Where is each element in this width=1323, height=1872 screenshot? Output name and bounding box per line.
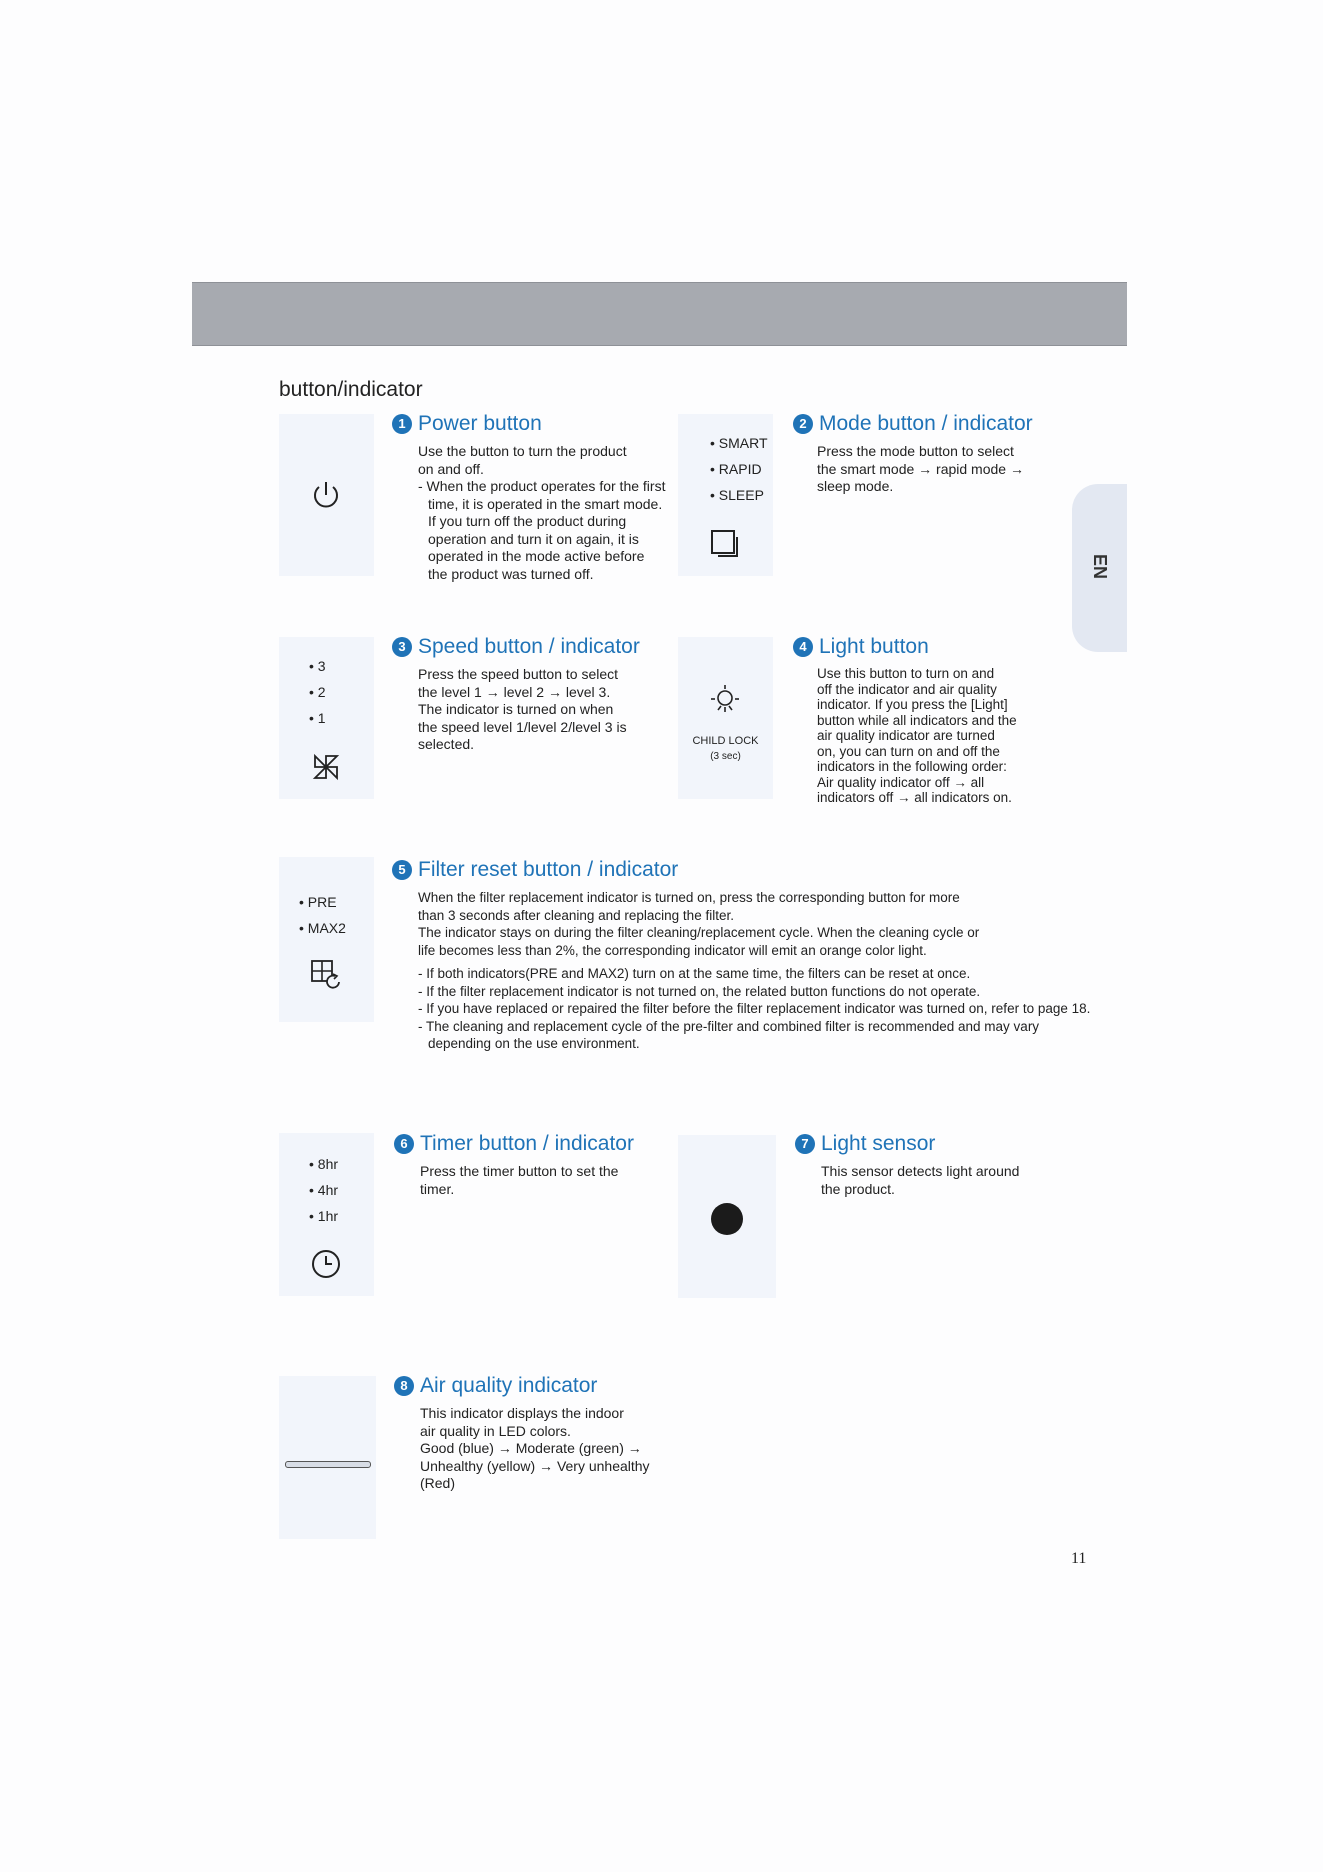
item-title xyxy=(394,1373,684,1399)
text-line: than 3 seconds after cleaning and replacing the filter. xyxy=(418,907,734,923)
language-tab-label: EN xyxy=(1090,553,1110,579)
text-line: on, you can turn on and off the xyxy=(817,743,1000,759)
number-badge: 7 xyxy=(795,1134,815,1154)
text-line: the smart mode → rapid mode → xyxy=(817,460,1024,477)
indicator-sleep: • SLEEP xyxy=(710,482,768,508)
item-title xyxy=(793,411,1058,437)
item-mode xyxy=(793,411,1058,496)
language-tab[interactable] xyxy=(1072,484,1127,652)
text-line: selected. xyxy=(418,736,475,752)
item-title xyxy=(793,634,1063,660)
indicator-speed-1: • 1 xyxy=(309,705,326,731)
note-line: - When the product operates for the first time, it is operated in the smart mode. If you turn off the product during operation and turn it on again, it is operated in the mode active before the product was turned off. xyxy=(418,478,666,582)
text-line: Use this button to turn on and xyxy=(817,666,995,681)
indicator-smart: • SMART xyxy=(710,430,768,456)
text-line: the speed level 1/level 2/level 3 is xyxy=(418,718,627,735)
item-power xyxy=(392,411,667,583)
power-icon-panel xyxy=(279,414,374,576)
title-text: Air quality indicator xyxy=(420,1374,598,1397)
item-timer xyxy=(394,1131,664,1198)
title-text: Filter reset button / indicator xyxy=(418,858,679,881)
item-speed xyxy=(392,634,672,754)
number-badge: 4 xyxy=(793,637,813,657)
speed-icon-panel xyxy=(279,637,374,799)
title-text: Light sensor xyxy=(821,1132,936,1155)
text-line: button while all indicators and the xyxy=(817,712,1017,728)
text-line: Press the speed button to select xyxy=(418,666,619,682)
power-icon xyxy=(309,478,343,512)
air-quality-icon-panel xyxy=(279,1376,376,1539)
text-line: timer. xyxy=(420,1180,455,1197)
number-badge: 5 xyxy=(392,860,412,880)
text-line: Use the button to turn the product xyxy=(418,443,627,459)
text-line: This indicator displays the indoor xyxy=(420,1405,624,1421)
title-text: Speed button / indicator xyxy=(418,635,640,658)
indicator-8hr: • 8hr xyxy=(309,1151,338,1177)
note-line: - If you have replaced or repaired the filter before the filter replacement indicator was turned on, refer to page 18. xyxy=(418,1001,1091,1016)
text-line: Press the mode button to select xyxy=(817,443,1014,459)
item-title xyxy=(392,411,667,437)
text-line: indicator. If you press the [Light] xyxy=(817,697,1008,712)
text-line: off the indicator and air quality xyxy=(817,681,997,697)
number-badge: 2 xyxy=(793,414,813,434)
item-filter-reset xyxy=(392,857,1092,1053)
title-text: Light button xyxy=(819,635,929,658)
header-bar xyxy=(192,282,1127,346)
note-line: - The cleaning and replacement cycle of the pre-filter and combined filter is recommended and may vary depending on the use environment. xyxy=(418,1018,1040,1051)
filter-icon-panel xyxy=(279,857,374,1022)
note-line: - If the filter replacement indicator is not turned on, the related button functions do not operate. xyxy=(418,983,981,999)
text-line: on and off. xyxy=(418,460,484,477)
timer-icon-panel xyxy=(279,1133,374,1296)
item-light-sensor xyxy=(795,1131,1065,1198)
item-title xyxy=(394,1131,664,1157)
number-badge: 1 xyxy=(392,414,412,434)
indicator-pre: • PRE xyxy=(299,889,346,915)
text-line: Good (blue) → Moderate (green) → xyxy=(420,1440,642,1456)
text-line: (Red) xyxy=(420,1475,456,1491)
sensor-icon-panel xyxy=(678,1135,776,1298)
text-line: Air quality indicator off → all xyxy=(817,774,985,790)
text-line: the level 1 → level 2 → level 3. xyxy=(418,683,611,700)
indicator-1hr: • 1hr xyxy=(309,1203,338,1229)
text-line: Press the timer button to set the xyxy=(420,1163,619,1179)
indicator-4hr: • 4hr xyxy=(309,1177,338,1203)
item-title xyxy=(795,1131,1065,1157)
text-line: This sensor detects light around xyxy=(821,1163,1020,1179)
indicator-speed-3: • 3 xyxy=(309,653,326,679)
text-line: air quality indicator are turned xyxy=(817,728,995,743)
text-line: sleep mode. xyxy=(817,478,894,494)
title-text: Timer button / indicator xyxy=(420,1132,634,1155)
text-line: indicators off → all indicators on. xyxy=(817,790,1012,805)
fan-icon xyxy=(309,750,343,784)
indicator-speed-2: • 2 xyxy=(309,679,326,705)
item-air-quality xyxy=(394,1373,684,1493)
item-title xyxy=(392,634,672,660)
light-bulb-icon xyxy=(705,681,745,721)
text-line: life becomes less than 2%, the corresponding indicator will emit an orange color light. xyxy=(418,942,927,958)
number-badge: 8 xyxy=(394,1376,414,1396)
number-badge: 3 xyxy=(392,637,412,657)
section-heading: button/indicator xyxy=(279,378,423,401)
text-line: The indicator is turned on when xyxy=(418,701,614,717)
mode-icon-panel xyxy=(678,414,773,576)
text-line: air quality in LED colors. xyxy=(420,1422,571,1439)
title-text: Power button xyxy=(418,412,542,435)
title-text: Mode button / indicator xyxy=(819,412,1033,435)
text-line: The indicator stays on during the filter cleaning/replacement cycle. When the cleaning cycle or xyxy=(418,925,980,940)
indicator-rapid: • RAPID xyxy=(710,456,768,482)
clock-icon xyxy=(309,1247,343,1281)
text-line: the product. xyxy=(821,1180,895,1197)
text-line: indicators in the following order: xyxy=(817,759,1007,774)
text-line: Unhealthy (yellow) → Very unhealthy xyxy=(420,1457,650,1474)
child-lock-label: CHILD LOCK xyxy=(692,735,759,747)
note-line: - If both indicators(PRE and MAX2) turn on at the same time, the filters can be reset at once. xyxy=(418,966,971,981)
item-light-button xyxy=(793,634,1063,806)
indicator-max2: • MAX2 xyxy=(299,915,346,941)
item-title xyxy=(392,857,1092,883)
light-icon-panel xyxy=(678,637,773,799)
text-line: When the filter replacement indicator is turned on, press the corresponding button for more xyxy=(418,890,960,905)
air-quality-bar-icon xyxy=(285,1461,371,1468)
filter-reset-icon xyxy=(309,958,343,992)
sensor-dot-icon xyxy=(711,1203,743,1235)
child-lock-duration: (3 sec) xyxy=(710,751,741,762)
number-badge: 6 xyxy=(394,1134,414,1154)
mode-icon xyxy=(709,527,741,559)
page-number: 11 xyxy=(1071,1550,1087,1567)
